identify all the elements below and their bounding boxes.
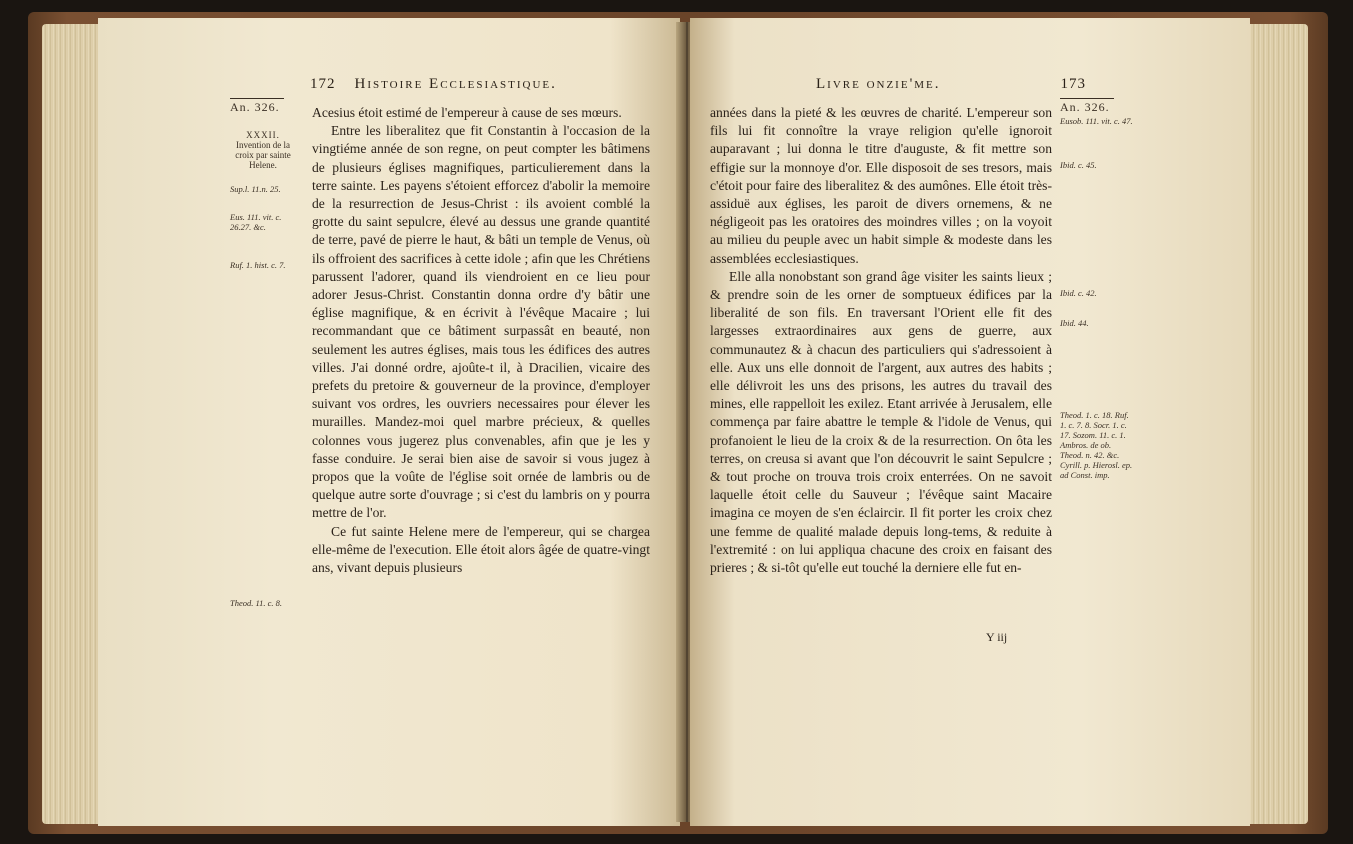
paragraph: Entre les liberalitez que fit Constantin à l'occasion de la vingtiéme année de son regne, on peut compter les bâtimens de plusieurs églises magnifiques, particulierement dans la terre sainte. Les payens s'étoient efforcez d'abolir la memoire de la resurrection de Jesus-Christ : ils avoient comblé la grotte du saint sepulcre, élevé au dessus une grande quantité de terre, pavé de pierre le haut, & bâti un temple de Venus, où ils offroient des sacrifices à cette idole ; afin que les Chrétiens parussent l'adorer, quand ils viendroient en ce lieu pour adorer Jesus-Christ. Constantin donna ordre d'y bâtir une église magnifique, & en écrivit à l'évêque Macaire ; lui recommandant que ce bâtiment surpassât en beauté, non seulement les autres églises, mais tous les édifices des autres villes. J'ai donné ordre, ajoûte-t il, à Dracilien, vicaire des prefets du pretoire & gouverneur de la province, d'employer suivant vos ordres, les ouvriers necessaires pour élever les murailles. Mandez-moi quel marbre précieux, & quelles colonnes vous jugerez plus convenables, afin que je les y fasse conduire. Je serai bien aise de savoir si vous jugez à propos que la voûte de l'église soit ornée de lambris ou de quelque autre sorte d'ouvrage ; si c'est du lambris on y pourra mettre de l'or. [312, 123, 650, 521]
paragraph: Elle alla nonobstant son grand âge visiter les saints lieux ; & prendre soin de les orner de somptueux édifices par la liberalité de son fils. En traversant l'Orient elle fit des largesses extraordinaires aux gens de guerre, aux communautez & à chacun des particuliers qui s'adressoient à elle. Aux uns elle donnoit de l'argent, aux autres des habits ; elle délivroit les uns des prisons, les autres du travail des mines, elle rappelloit les exilez. Etant arrivée à Jerusalem, elle commença par faire abattre le temple & l'idole de Venus, qui profanoient le lieu de la croix & de la resurrection. On ôta les terres, on creusa si avant que l'on découvrit le saint Sepulcre ; & tout proche on trouva trois croix enterrées. On ne savoit laquelle étoit celle du Sauveur ; l'évêque saint Macaire imagina ce moyen de s'en éclaircir. Il fit porter les croix chez une femme de qualité malade depuis long-tems, & reduite à l'extremité : on lui appliqua chacune des croix en faisant des prieres ; & si-tôt qu'elle eut touché la derniere elle fut en- [710, 268, 1052, 576]
margin-ref: Eusob. 111. vit. c. 47. [1060, 116, 1133, 126]
margin-rule [1060, 98, 1114, 99]
margin-ref: Theod. 11. c. 8. [230, 598, 283, 608]
section-number: XXXII. [246, 130, 280, 140]
left-running-header [310, 76, 557, 93]
paragraph: années dans la pieté & les œuvres de charité. L'empereur son fils lui fit connoître la vraye religion qu'elle ignoroit auparavant ; lui donna le titre d'auguste, & fit mettre son effigie sur la monnoye d'or. Elle disposoit de ses tresors, mais c'étoit pour faire des liberalitez & des aumônes. Elle étoit très-assiduë aux églises, les paroit de divers ornemens, & ne négligeoit pas les oratoires des moindres villes ; on la voyoit au milieu du peuple avec un habit simple & modeste dans les assemblées ecclesiastiques. [710, 105, 1052, 266]
right-year-note: An. 326. [1060, 100, 1110, 114]
right-body-text [710, 104, 1052, 577]
margin-ref: Theod. 1. c. 18. Ruf. 1. c. 7. 8. Socr. 1. c. 17. Sozom. 11. c. 1. Ambros. de ob. Theod. n. 42. &c. Cyrill. p. Hierosl. ep. ad Const. imp. [1060, 410, 1133, 480]
margin-ref: Ibid. c. 42. [1060, 288, 1097, 298]
section-title: Invention de la croix par sainte Helene. [235, 140, 291, 170]
paragraph: Ce fut sainte Helene mere de l'empereur, qui se chargea elle-même de l'execution. Elle étoit alors âgée de quatre-vingt ans, vivant depuis plusieurs [312, 523, 650, 576]
margin-ref: Ibid. 44. [1060, 318, 1089, 328]
margin-rule [230, 98, 284, 99]
left-margin-notes [230, 98, 296, 608]
margin-ref: Ruf. 1. hist. c. 7. [230, 260, 286, 270]
margin-ref: Eus. 111. vit. c. 26.27. &c. [230, 212, 282, 232]
left-year-note: An. 326. [230, 100, 280, 114]
right-running-head: Livre onzie'me. [816, 76, 941, 92]
left-body-text [312, 104, 650, 577]
right-running-header [816, 76, 1086, 93]
signature-mark: Y iij [986, 630, 1008, 644]
right-page [690, 18, 1250, 826]
right-margin-notes [1060, 98, 1136, 480]
right-page-number: 173 [1060, 76, 1086, 92]
left-running-head: Histoire Ecclesiastique. [354, 76, 557, 92]
left-page [98, 18, 680, 826]
left-page-number: 172 [310, 76, 336, 92]
paragraph: Acesius étoit estimé de l'empereur à cause de ses mœurs. [312, 105, 622, 120]
margin-ref: Ibid. c. 45. [1060, 160, 1097, 170]
margin-ref: Sup.l. 11.n. 25. [230, 184, 281, 194]
